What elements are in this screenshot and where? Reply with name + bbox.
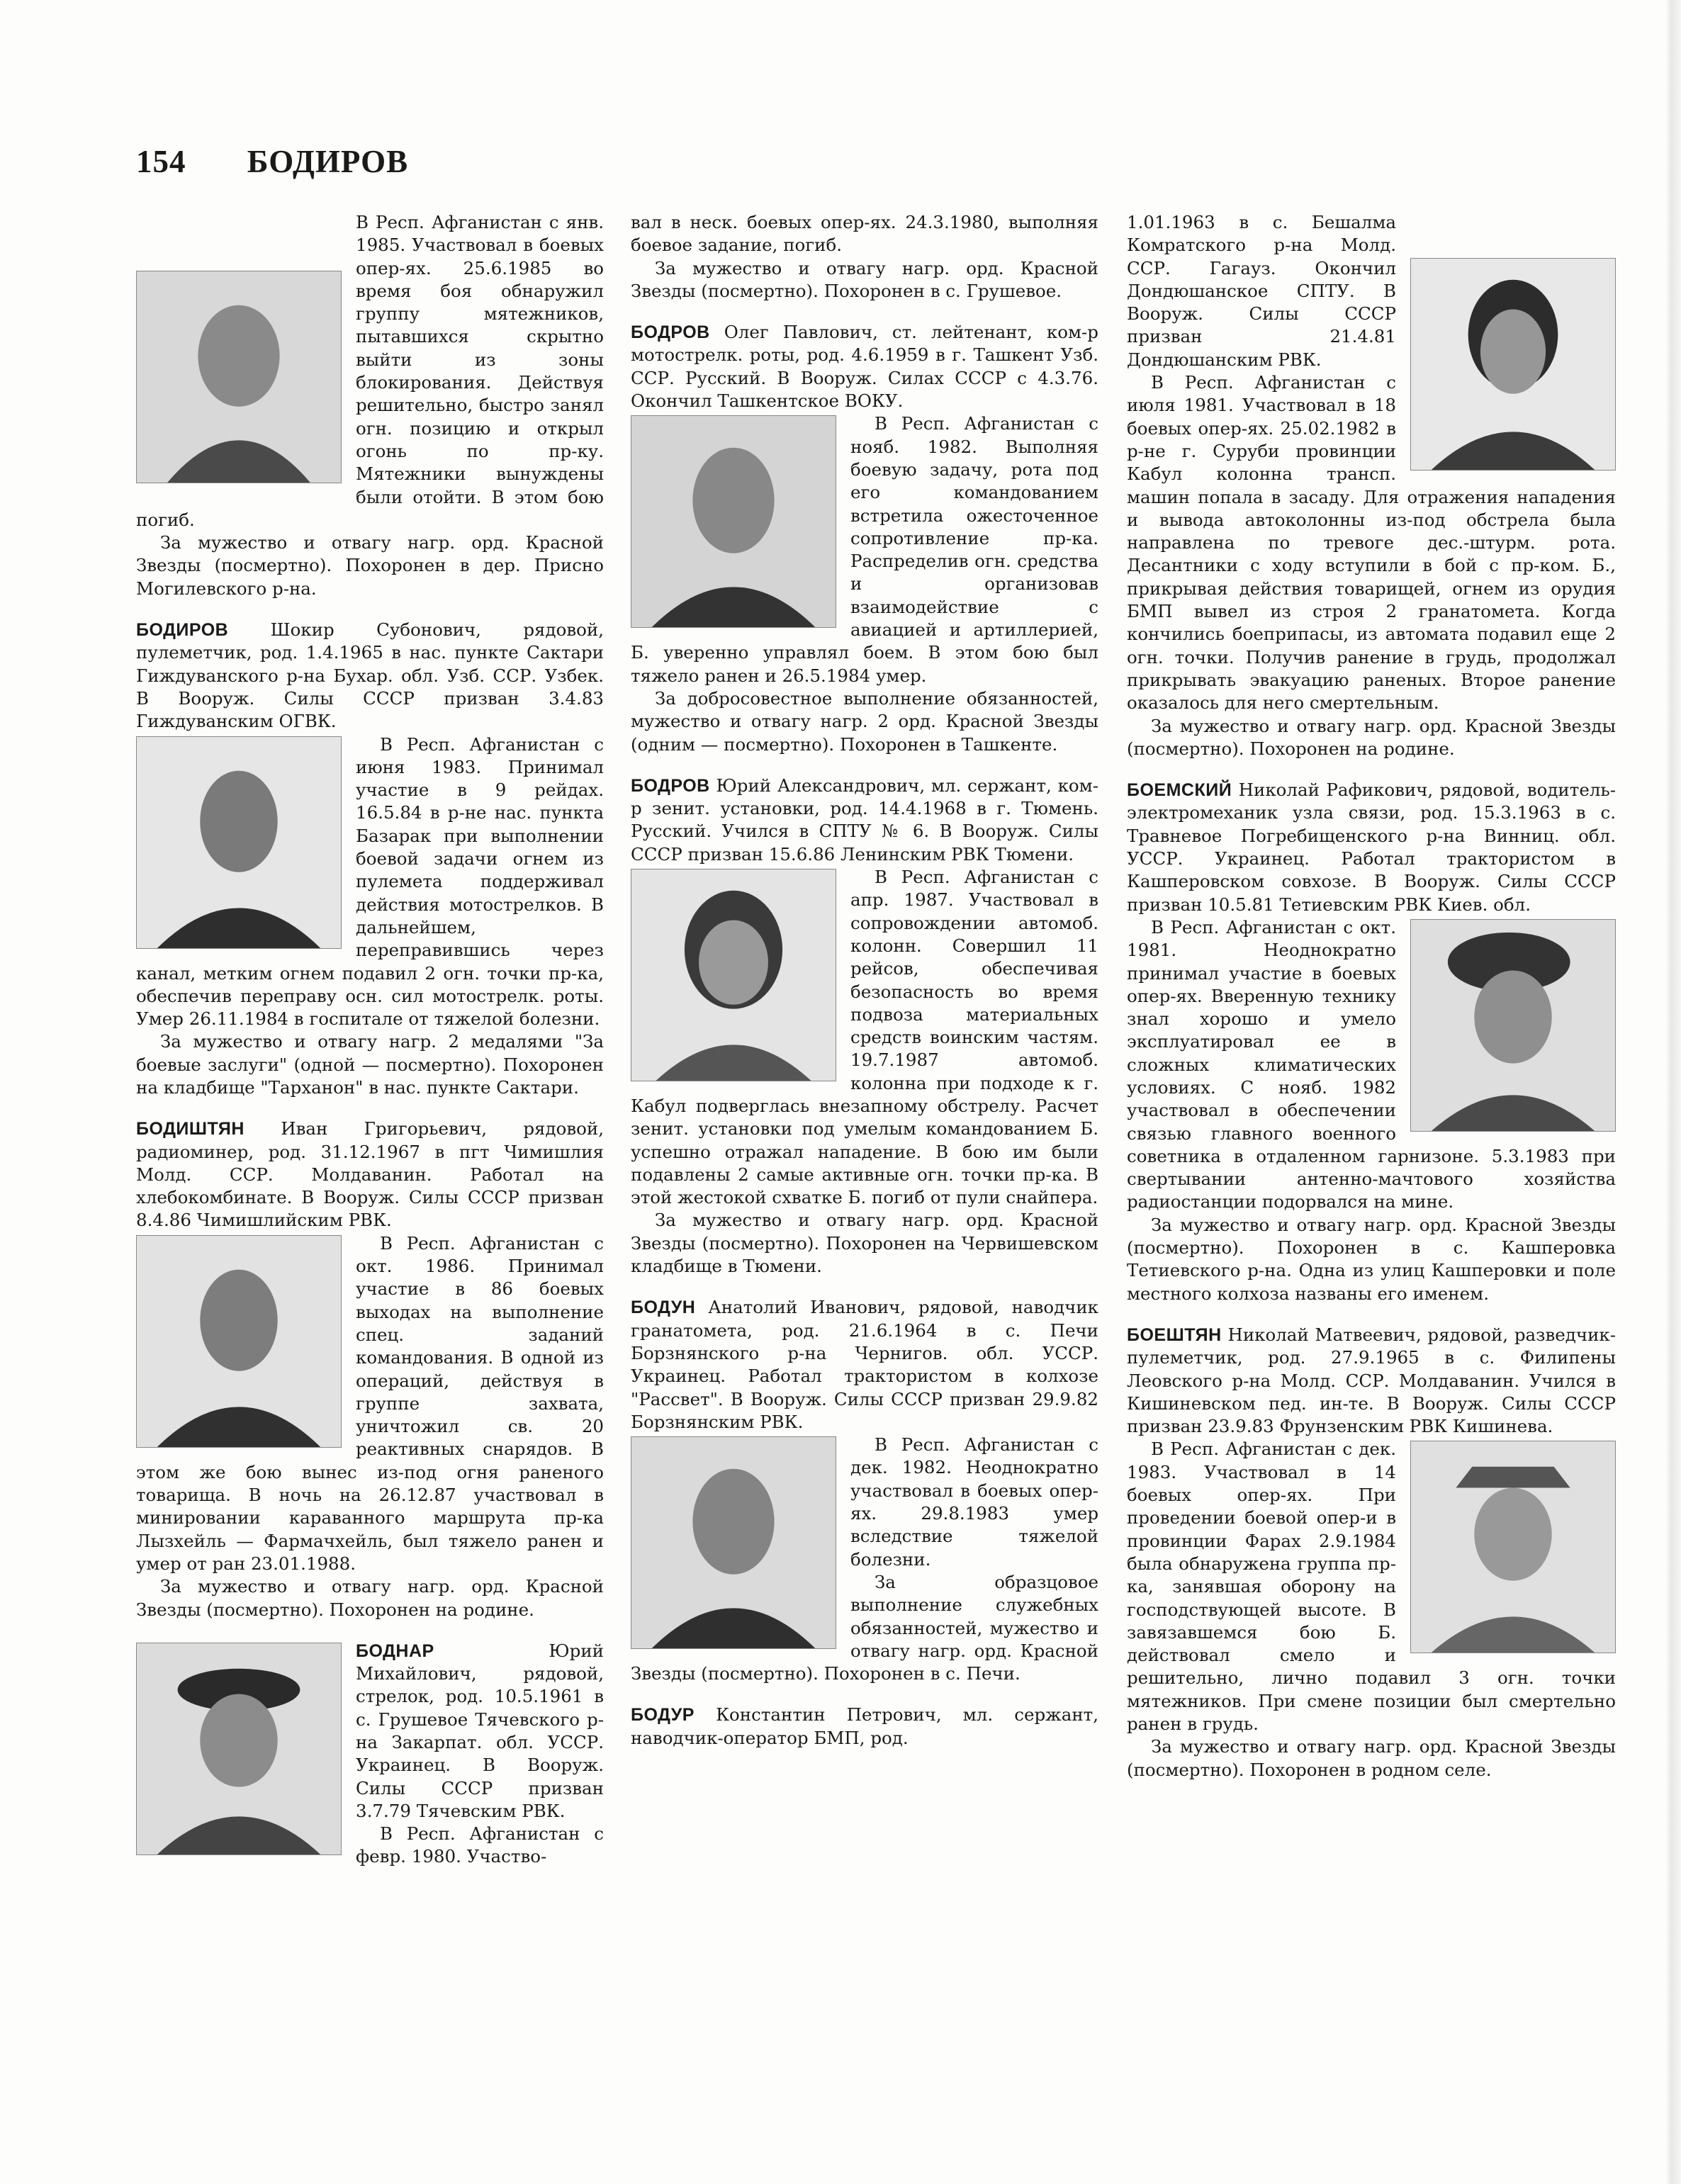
entry-service: В Респ. Афганистан с февр. 1980. Участво-: [356, 1823, 604, 1867]
entry-service: В Респ. Афганистан с июля 1981. Участвовал в 18 боевых опер-ях. 25.02.1982 в р-не г. Суруби провинции Кабул колонна трансп. машин попала в засаду. Для отражения нападения и вывода автоколонны из-под обстрела была направлена по тревоге дес.-штурм. рота. Десантники с ходу вступили в бой с пр-ком. Б., прикрывая действия товарищей, огнем из орудия БМП вывел из строя 2 гранатомета. Когда кончились боеприпасы, из автомата подавил еще 2 огн. точки. Получив ранение в грудь, продолжал прикрывать эвакуацию раненых. Второе ранение оказалось для него смертельным.: [1127, 372, 1616, 714]
entry-award: За мужество и отвагу нагр. орд. Красной Звезды (посмертно). Похоронен в дер. Присно Могилевского р-на.: [136, 532, 604, 599]
portrait-photo: [1410, 919, 1616, 1132]
column-3: [1127, 211, 1616, 1800]
entry-boemsky: [1127, 779, 1616, 1305]
entry-service: В Респ. Афганистан с дек. 1983. Участвовал в 14 боевых опер-ях. При проведении боевой опер-и в провинции Фарах 2.9.1984 была обнаружена группа пр-ка, занявшая оборону на господствующей высоте. В завязавшемся бою Б. действовал смело и решительно, лично подавил 3 огн. точки мятежников. При смене позиции был смертельно ранен в грудь.: [1127, 1439, 1616, 1734]
portrait-photo: [136, 1643, 342, 1855]
entry-bodirov: [136, 619, 604, 1099]
entry-award: За мужество и отвагу нагр. орд. Красной Звезды (посмертно). Похоронен на родине.: [1127, 715, 1616, 759]
entry-intro: Олег Павлович, ст. лейтенант, ком-р мотострелк. роты, род. 4.6.1959 в г. Ташкент Узб. ССР. Русский. В Вооруж. Силах СССР с 4.3.76. Окончил Ташкентское ВОКУ.: [631, 322, 1098, 412]
entry-bodrov-yuri: [631, 775, 1098, 1278]
entry-bodrov-oleg: [631, 321, 1098, 756]
entry-surname: БОЕМСКИЙ: [1127, 780, 1232, 801]
page-number: 154: [136, 144, 186, 179]
portrait-photo: [136, 736, 342, 949]
entry-surname: БОДИШТЯН: [136, 1119, 244, 1139]
portrait-photo: [631, 415, 836, 628]
entry-boeshtyan: [1127, 1324, 1616, 1781]
running-title: БОДИРОВ: [247, 144, 409, 179]
entry-intro: Анатолий Иванович, рядовой, наводчик гранатомета, род. 21.6.1964 в с. Печи Борзнянского р-на Чернигов. обл. УССР. Украинец. Работал трактористом в колхозе "Рассвет". В Вооруж. Силы СССР призван 29.9.82 Борзнянским РВК.: [631, 1297, 1098, 1432]
entry-bodun: [631, 1296, 1098, 1685]
entry-service: В Респ. Афганистан с нояб. 1982. Выполняя боевую задачу, рота под его командованием встретила ожесточенное сопротивление пр-ка. Распределив огн. средства и организовав взаимодействие с авиацией и артиллерией, Б. уверенно управлял боем. В этом бою был тяжело ранен и 26.5.1984 умер.: [631, 413, 1098, 686]
entry-surname: БОДУН: [631, 1298, 696, 1318]
page-edge-shadow: [1665, 0, 1681, 2184]
entry-intro: Юрий Михайлович, рядовой, стрелок, род. 10.5.1961 в с. Грушевое Тячевского р-на Закарпат. обл. УССР. Украинец. В Вооруж. Силы СССР призван 3.7.79 Тячевским РВК.: [356, 1640, 604, 1821]
entry-award: За мужество и отвагу нагр. орд. Красной Звезды (посмертно). Похоронен в родном селе.: [1127, 1736, 1616, 1780]
entry-service: В Респ. Афганистан с окт. 1986. Принимал участие в 86 боевых выходах на выполнение спец. заданий командования. В одной из операций, действуя в группе захвата, уничтожил св. 20 реактивных снарядов. В этом же бою вынес из-под огня раненого товарища. В ночь на 26.12.87 участвовал в минировании караванного маршрута пр-ка Лызхейль — Фармачхейль, был тяжело ранен и умер от ран 23.01.1988.: [136, 1232, 604, 1574]
entry-award: За мужество и отвагу нагр. орд. Красной Звезды (посмертно). Похоронен на Червишевском кладбище в Тюмени.: [631, 1210, 1098, 1277]
entry-award: За мужество и отвагу нагр. орд. Красной Звезды (посмертно). Похоронен в с. Грушевое.: [631, 257, 1098, 301]
column-2: [631, 211, 1098, 1768]
entry-surname: БОЕШТЯН: [1127, 1324, 1222, 1345]
entry-intro: Николай Рафикович, рядовой, водитель-электромеханик узла связи, род. 15.3.1963 в с. Травневое Погребищенского р-на Винниц. обл. УССР. Украинец. Работал трактористом в Кашперовском совхозе. В Вооруж. Силы СССР призван 10.5.81 Тетиевским РВК Киев. обл.: [1127, 779, 1616, 915]
entry-text: вал в неск. боевых опер-ях. 24.3.1980, выполняя боевое задание, погиб.: [631, 212, 1098, 256]
page-header: [136, 143, 408, 180]
entry-award: За мужество и отвагу нагр. орд. Красной Звезды (посмертно). Похоронен в с. Кашперовка Тетиевского р-на. Одна из улиц Кашперовки и поле местного колхоза названы его именем.: [1127, 1214, 1616, 1304]
portrait-photo: [1410, 258, 1616, 471]
entry-service: В Респ. Афганистан с июня 1983. Принимал участие в 9 рейдах. 16.5.84 в р-не нас. пункта Базарак при выполнении боевой задачи огнем из пулемета поддерживал действия мотострелков. В дальнейшем, переправившись через канал, метким огнем подавил 2 огн. точки пр-ка, обеспечив переправу осн. сил мотострелк. роты. Умер 26.11.1984 в госпитале от тяжелой болезни.: [136, 733, 604, 1030]
portrait-photo: [136, 1235, 342, 1448]
entry-service: В Респ. Афганистан с апр. 1987. Участвовал в сопровождении автомоб. колонн. Совершил 11 рейсов, обеспечивая безопасность во время подвоза материальных средств воинским частям. 19.7.1987 автомоб. колонна при подходе к г. Кабул подверглась внезапному обстрелу. Расчет зенит. установки под умелым командованием Б. успешно отражал нападение. В бою им были подавлены 2 самые активные огн. точки пр-ка. В этой жестокой схватке Б. погиб от пули снайпера.: [631, 867, 1098, 1208]
entry-bodnar: [136, 1640, 604, 1869]
entry-surname: БОДУР: [631, 1705, 695, 1726]
entry-award: За мужество и отвагу нагр. орд. Красной Звезды (посмертно). Похоронен на родине.: [136, 1576, 604, 1620]
entry-surname: БОДРОВ: [631, 322, 710, 343]
entry-intro: Константин Петрович, мл. сержант, наводчик-оператор БМП, род.: [631, 1704, 1098, 1748]
entry-text: В Респ. Афганистан с янв. 1985. Участвовал в боевых опер-ях. 25.6.1985 во время боя обнаружил группу мятежников, пытавшихся скрытно выйти из зоны блокирования. Действуя решительно, быстро занял огн. позицию и открыл огонь по пр-ку. Мятежники вынуждены были отойти. В этом бою погиб.: [136, 212, 604, 530]
entry-surname: БОДНАР: [356, 1640, 434, 1661]
entry-bodishtyan: [136, 1118, 604, 1621]
entry-service: В Респ. Афганистан с окт. 1981. Неоднократно принимал участие в боевых опер-ях. Вверенную технику знал хорошо и умело эксплуатировал ее в сложных климатических условиях. С нояб. 1982 участвовал в обеспечении связью главного военного советника в отдаленном гарнизоне. 5.3.1983 при свертывании антенно-мачтового хозяйства радиостанции подорвался на мине.: [1127, 916, 1616, 1212]
entry-surname: БОДИРОВ: [136, 620, 229, 641]
entry-carry-over: [1127, 211, 1616, 760]
entry-award: За добросовестное выполнение обязанностей, мужество и отвагу нагр. 2 орд. Красной Звезды (одним — посмертно). Похоронен в Ташкенте.: [631, 687, 1098, 755]
portrait-photo: [136, 271, 342, 483]
entry-carry-over: [136, 211, 604, 600]
entry-intro: Иван Григорьевич, рядовой, радиоминер, род. 31.12.1967 в пгт Чимишлия Молд. ССР. Молдаванин. Работал на хлебокомбинате. В Вооруж. Силы СССР призван 8.4.86 Чимишлийским РВК.: [136, 1118, 604, 1231]
column-1: [136, 211, 604, 1887]
entry-bodur: [631, 1704, 1098, 1750]
entry-intro: Николай Матвеевич, рядовой, разведчик-пулеметчик, род. 27.9.1965 в с. Филипены Леовского р-на Молд. ССР. Молдаванин. Учился в Кишиневском пед. ин-те. В Вооруж. Силы СССР призван 23.9.83 Фрунзенским РВК Кишинева.: [1127, 1324, 1616, 1437]
entry-intro: Юрий Александрович, мл. сержант, ком-р зенит. установки, род. 14.4.1968 в г. Тюмень. Русский. Учился в СПТУ № 6. В Вооруж. Силы СССР призван 15.6.86 Ленинским РВК Тюмени.: [631, 775, 1098, 865]
entry-intro: 1.01.1963 в с. Бешалма Комратского р-на Молд. ССР. Гагауз. Окончил Дондюшанское СПТУ. В Вооруж. Силы СССР призван 21.4.81 Дондюшанским РВК.: [1127, 212, 1396, 370]
entry-service: В Респ. Афганистан с дек. 1982. Неоднократно участвовал в боевых опер-ях. 29.8.1983 умер вследствие тяжелой болезни.: [850, 1434, 1098, 1570]
entry-award: За мужество и отвагу нагр. 2 медалями "За боевые заслуги" (одной — посмертно). Похоронен на кладбище "Тарханон" в нас. пункте Сактари.: [136, 1031, 604, 1098]
portrait-photo: [1410, 1441, 1616, 1653]
portrait-photo: [631, 869, 836, 1081]
portrait-photo: [631, 1436, 836, 1649]
entry-carry-over: [631, 211, 1098, 303]
entry-intro: Шокир Субонович, рядовой, пулеметчик, род. 1.4.1965 в нас. пункте Сактари Гиждуванского р-на Бухар. обл. Узб. ССР. Узбек. В Вооруж. Силы СССР призван 3.4.83 Гиждуванским ОГВК.: [136, 619, 604, 732]
entry-surname: БОДРОВ: [631, 775, 710, 796]
entry-award: За образцовое выполнение служебных обязанностей, мужество и отвагу нагр. орд. Красной Звезды (посмертно). Похоронен в с. Печи.: [631, 1571, 1098, 1684]
